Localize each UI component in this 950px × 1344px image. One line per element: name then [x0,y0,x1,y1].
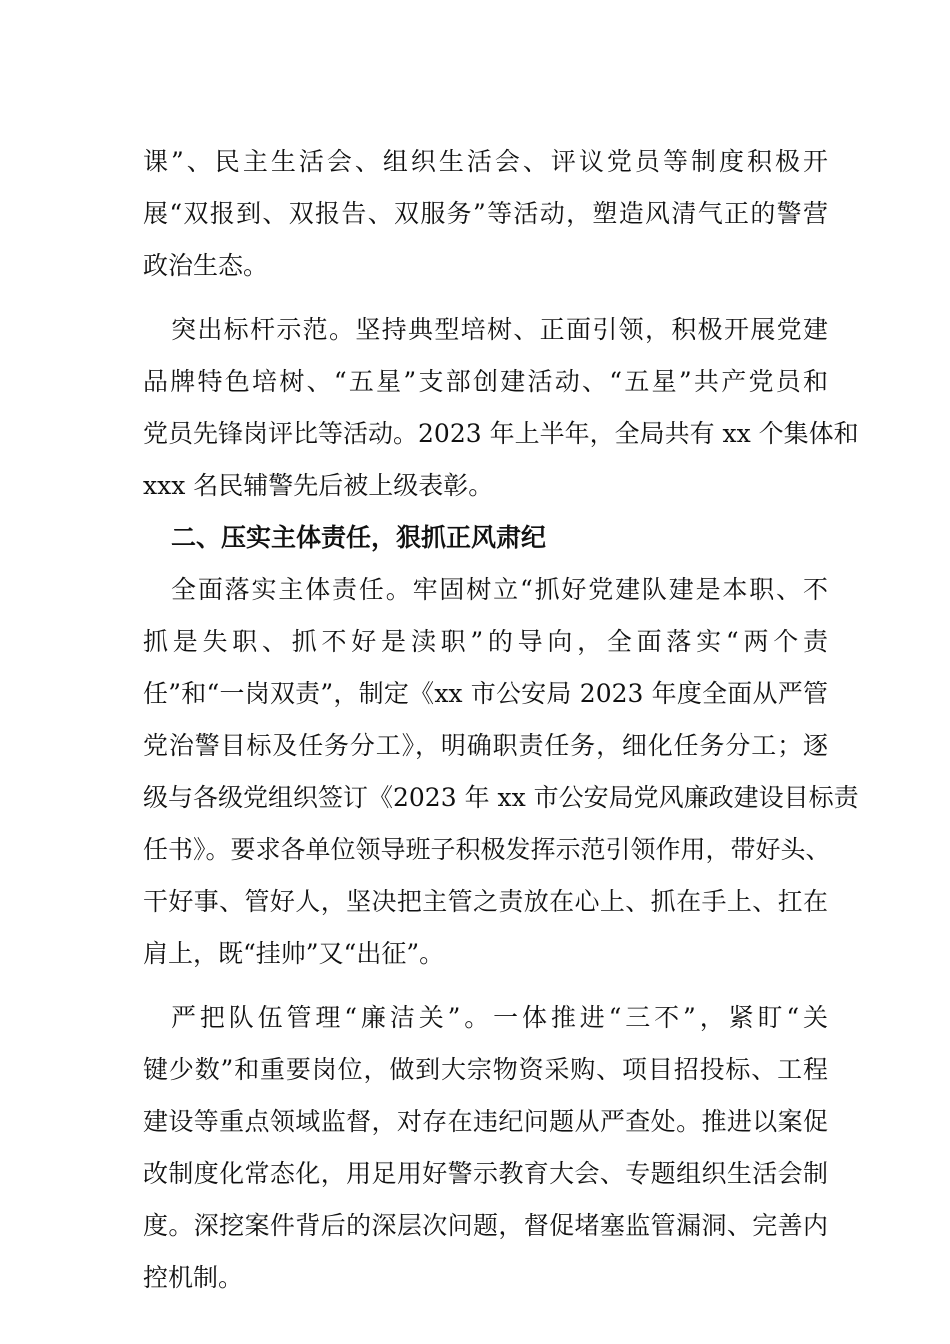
text-line: 抓是失职、抓不好是渎职”的导向，全面落实“两个责 [143,627,828,656]
text-line: 任”和“一岗双责”，制定《xx 市公安局 2023 年度全面从严管 [143,679,828,708]
text-line: 建设等重点领域监督，对存在违纪问题从严查处。推进以案促 [143,1107,828,1136]
text-line: 课”、民主生活会、组织生活会、评议党员等制度积极开 [143,147,828,176]
paragraph [143,136,828,292]
text-line: 级与各级党组织签订《2023 年 xx 市公安局党风廉政建设目标责 [143,783,859,812]
text-line: 突出标杆示范。坚持典型培树、正面引领，积极开展党建 [171,315,828,344]
text-line: 度。深挖案件背后的深层次问题，督促堵塞监管漏洞、完善内 [143,1211,828,1240]
text-line: xxx 名民辅警先后被上级表彰。 [143,471,494,500]
text-line: 控机制。 [143,1263,244,1292]
text-line: 键少数”和重要岗位，做到大宗物资采购、项目招投标、工程 [143,1055,828,1084]
section-heading: 二、压实主体责任，狠抓正风肃纪 [171,523,547,552]
text-line: 肩上，既“挂帅”又“出征”。 [143,939,445,968]
document-body [143,136,859,1304]
text-line: 严把队伍管理“廉洁关”。一体推进“三不”，紧盯“关 [171,1003,828,1032]
text-line: 党员先锋岗评比等活动。2023 年上半年，全局共有 xx 个集体和 [143,419,859,448]
paragraph [143,992,828,1304]
paragraph [143,564,859,980]
text-line: 党治警目标及任务分工》，明确职责任务，细化任务分工；逐 [143,731,828,760]
text-line: 展“双报到、双报告、双服务”等活动，塑造风清气正的警营 [143,199,828,228]
text-line: 品牌特色培树、“五星”支部创建活动、“五星”共产党员和 [143,367,828,396]
text-line: 改制度化常态化，用足用好警示教育大会、专题组织生活会制 [143,1159,828,1188]
paragraph [143,304,859,512]
text-line: 政治生态。 [143,251,269,280]
text-line: 干好事、管好人，坚决把主管之责放在心上、抓在手上、扛在 [143,887,828,916]
text-line: 全面落实主体责任。牢固树立“抓好党建队建是本职、不 [171,575,828,604]
text-line: 任书》。要求各单位领导班子积极发挥示范引领作用，带好头、 [143,835,831,864]
